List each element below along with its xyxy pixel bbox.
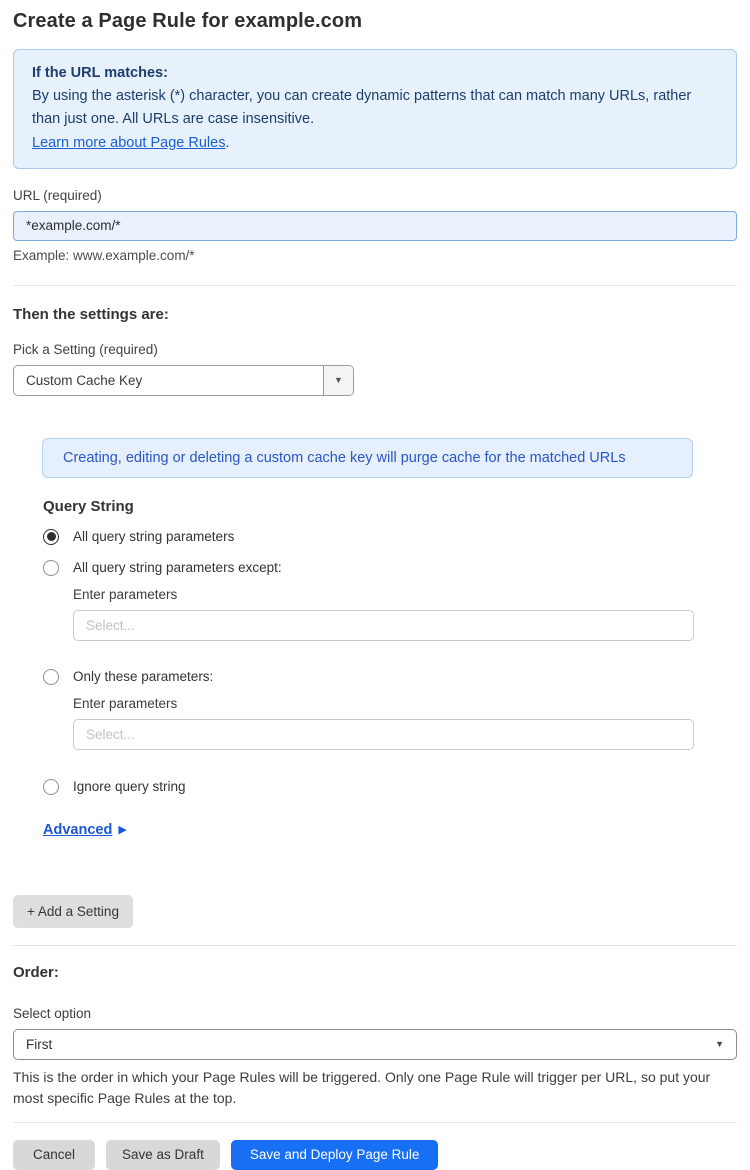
divider (13, 1122, 737, 1123)
url-example-text: Example: www.example.com/* (13, 247, 195, 263)
setting-dropdown-arrow-button[interactable] (323, 366, 353, 395)
advanced-link-text[interactable]: Advanced (43, 821, 113, 838)
chevron-down-icon: ▼ (715, 1039, 724, 1050)
setting-dropdown-value: Custom Cache Key (26, 372, 143, 388)
order-dropdown-value: First (26, 1036, 53, 1052)
order-heading: Order: (13, 963, 59, 981)
setting-dropdown[interactable] (13, 365, 354, 396)
footer-buttons (13, 1140, 737, 1170)
url-input[interactable] (13, 211, 737, 241)
query-string-options (43, 529, 737, 795)
add-setting-button[interactable]: + Add a Setting (13, 895, 133, 928)
radio-label[interactable]: All query string parameters except: (73, 560, 282, 576)
divider (13, 285, 737, 286)
radio-label[interactable]: All query string parameters (73, 529, 235, 545)
link-period: . (225, 134, 230, 151)
info-box-heading: If the URL matches: (32, 65, 168, 81)
radio-row-all-params[interactable] (43, 529, 737, 545)
radio-label[interactable]: Ignore query string (73, 779, 186, 795)
radio-button-only-these-params[interactable] (43, 669, 59, 685)
cache-purge-notice: Creating, editing or deleting a custom cache key will purge cache for the matched URLs (42, 438, 693, 478)
only-parameters-input[interactable] (73, 719, 694, 750)
save-as-draft-button[interactable]: Save as Draft (106, 1140, 220, 1170)
radio-row-only-these-params[interactable] (43, 669, 737, 685)
enter-parameters-label: Enter parameters (73, 586, 178, 602)
radio-button-all-params-except[interactable] (43, 560, 59, 576)
order-help-text: This is the order in which your Page Rules will be triggered. Only one Page Rule will trigger per URL, so put your most specific Page Rules at the top. (13, 1068, 711, 1106)
page-title: Create a Page Rule for example.com (13, 10, 363, 32)
divider (13, 945, 737, 946)
cancel-button[interactable]: Cancel (13, 1140, 95, 1170)
info-box-body: By using the asterisk (*) character, you can create dynamic patterns that can match many URLs, rather than just one. All URLs are case insensitive. (32, 88, 692, 128)
settings-heading: Then the settings are: (13, 305, 169, 323)
except-parameters-input[interactable] (73, 610, 694, 641)
query-string-heading: Query String (43, 497, 134, 515)
radio-button-ignore-query-string[interactable] (43, 779, 59, 795)
learn-more-link[interactable]: Learn more about Page Rules (32, 134, 226, 151)
chevron-down-icon: ▼ (334, 375, 343, 386)
order-dropdown[interactable] (13, 1029, 737, 1060)
info-box-link-line (32, 132, 718, 155)
enter-parameters-label: Enter parameters (73, 695, 178, 711)
url-field-label: URL (required) (13, 187, 102, 203)
pick-setting-label: Pick a Setting (required) (13, 341, 158, 357)
page-rule-form (0, 10, 750, 1170)
radio-row-all-params-except[interactable] (43, 560, 737, 576)
radio-button-all-params[interactable] (43, 529, 59, 545)
advanced-link[interactable] (43, 822, 127, 838)
url-match-info-box (13, 49, 737, 169)
radio-row-ignore-query-string[interactable] (43, 779, 737, 795)
save-and-deploy-button[interactable]: Save and Deploy Page Rule (231, 1140, 439, 1170)
order-select-label: Select option (13, 1005, 92, 1021)
radio-label[interactable]: Only these parameters: (73, 669, 214, 685)
chevron-right-icon: ▶ (118, 824, 127, 837)
